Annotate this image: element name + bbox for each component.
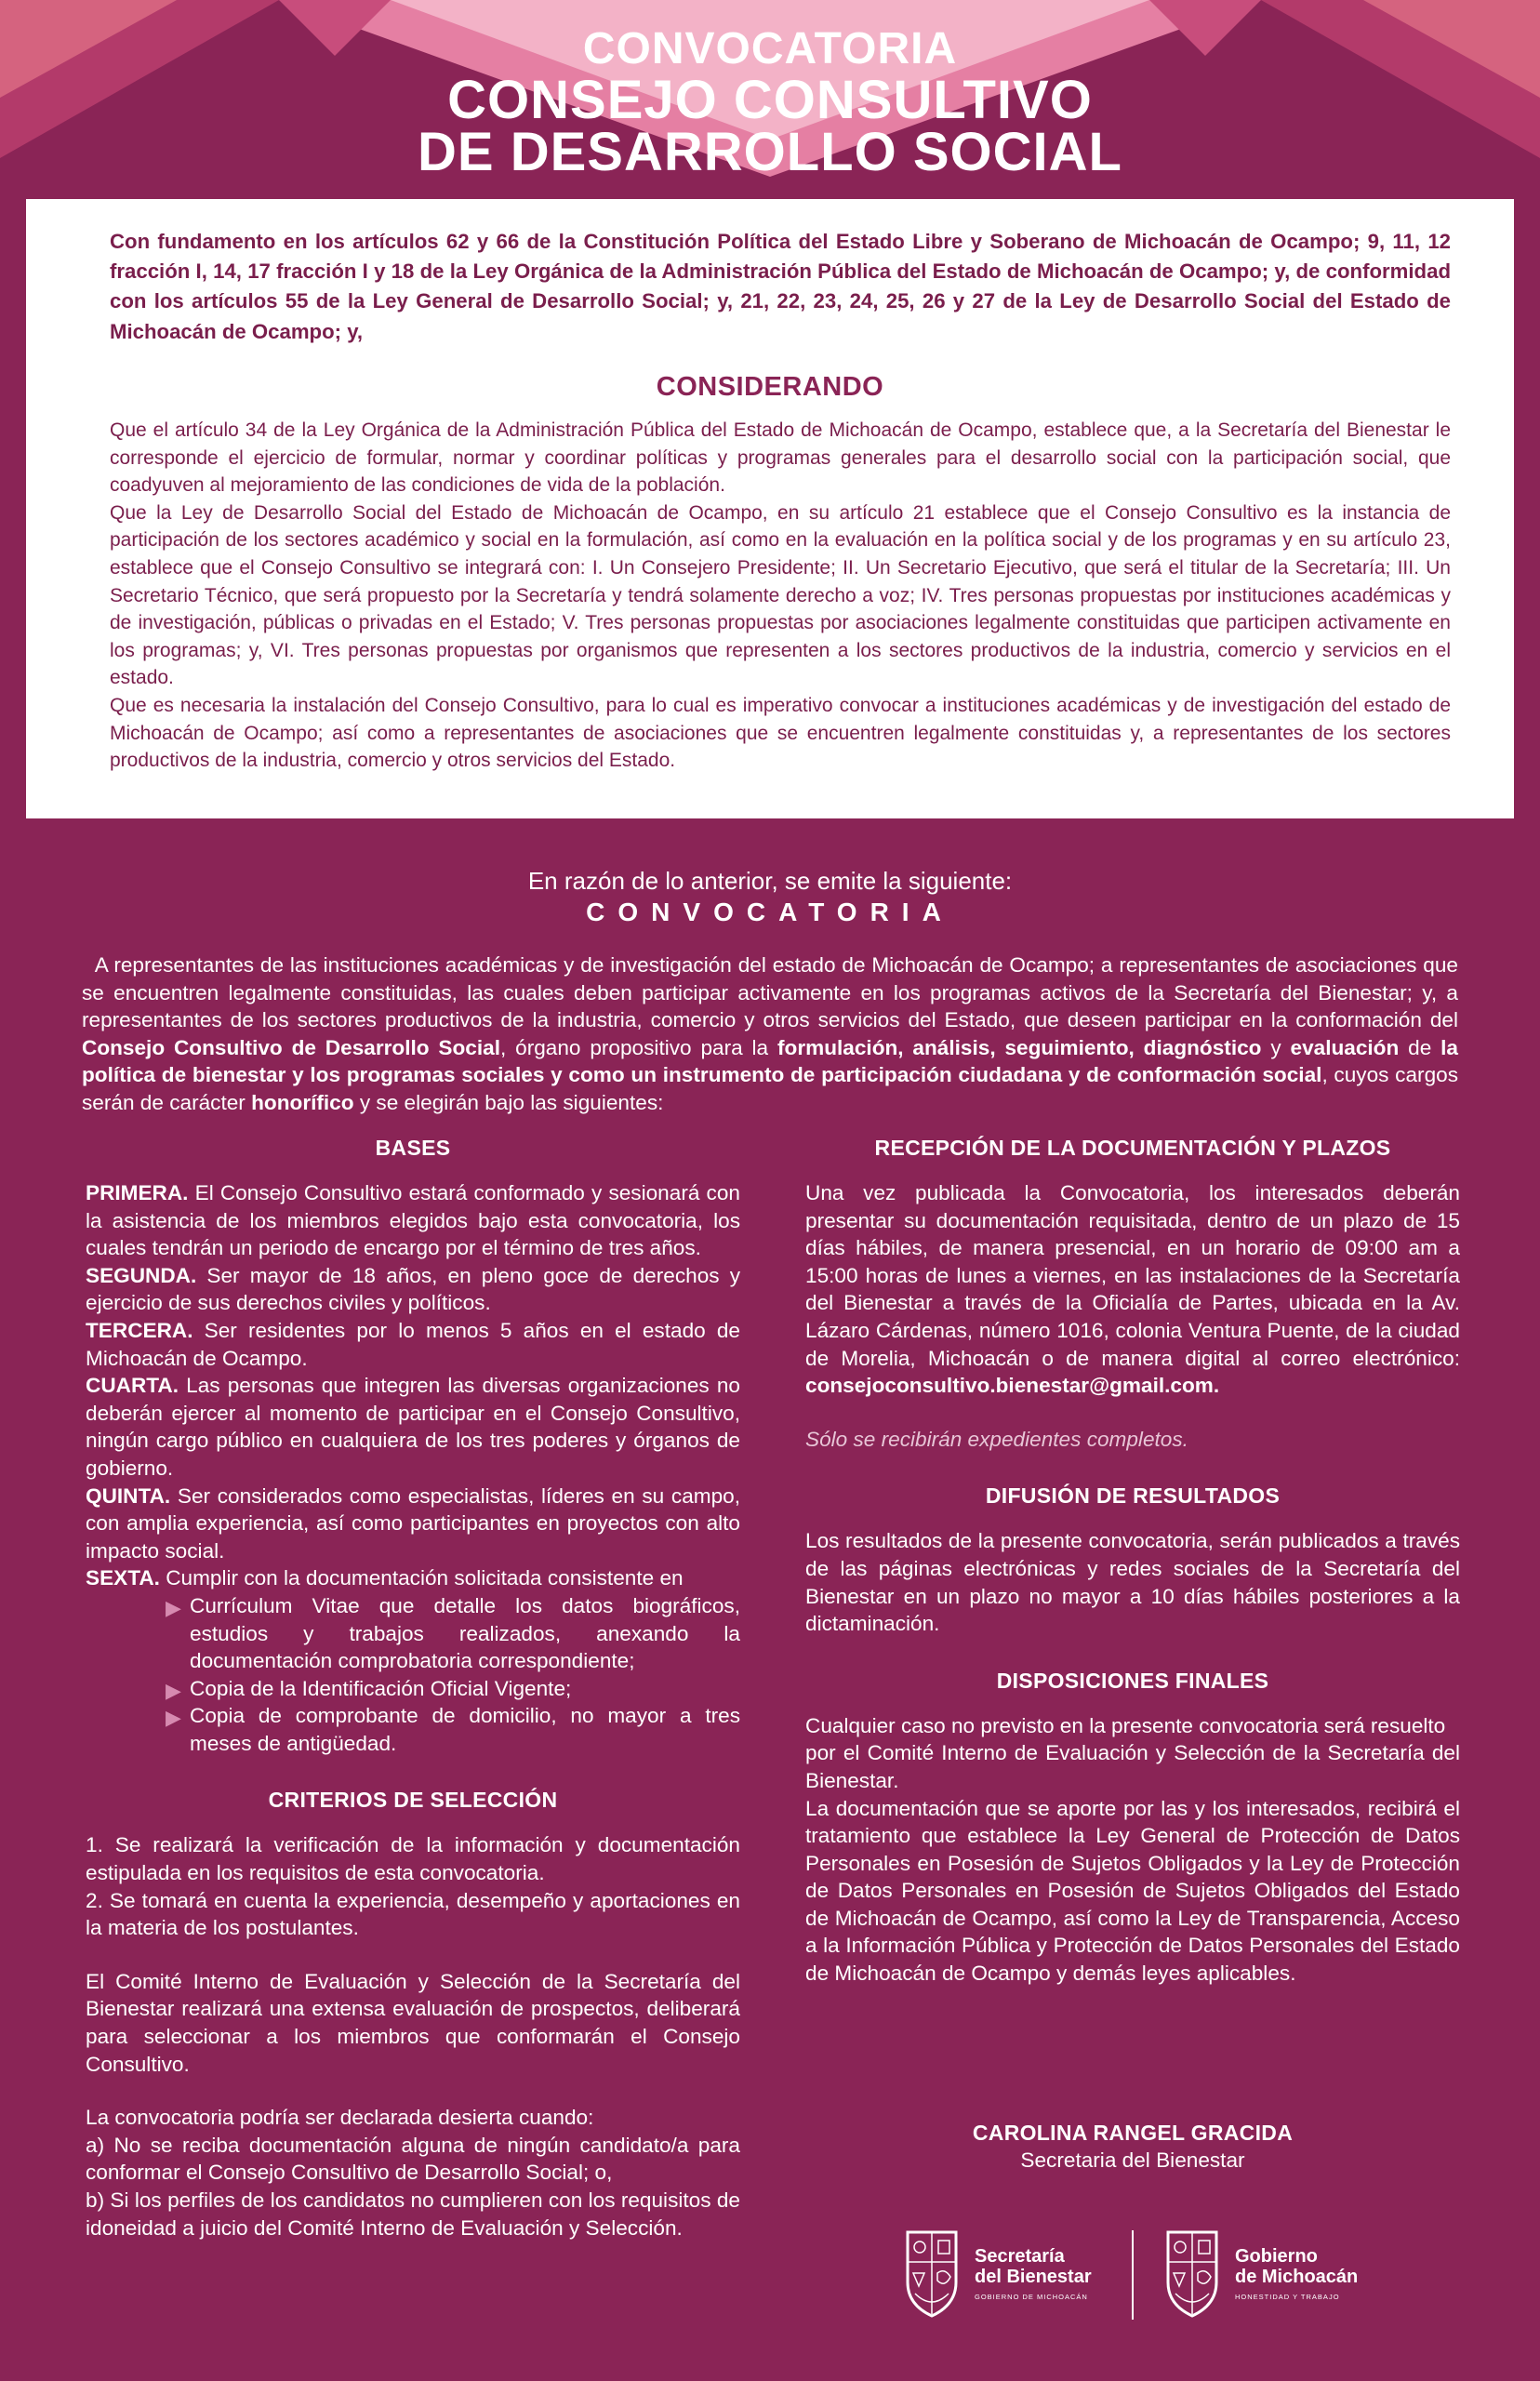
state-shield-icon <box>1162 2225 1222 2321</box>
base-label: CUARTA. <box>86 1374 179 1398</box>
legal-foundation-text: Con fundamento en los artículos 62 y 66 de la Constitución Política del Estado Libre y Soberano de Michoacán de Ocampo; 9, 11, 12 fracción I, 14, 17 fracción I y 18 de la Ley Orgánica de la Administración Pública del Estado de Michoacán de Ocampo; y, de conformidad con los artículos 55 de la Ley General de Desarrollo Social; y, 21, 22, 23, 24, 25, 26 y 27 de la Ley de Desarrollo Social del Estado de Michoacán de Ocampo; y, <box>110 230 1451 343</box>
michoacan-logo-text <box>1235 2246 1358 2301</box>
requirement-item <box>86 1592 740 1675</box>
base-label: TERCERA. <box>86 1318 193 1342</box>
considerando-heading: CONSIDERANDO <box>656 372 884 402</box>
secretaria-bienestar-logo <box>902 2225 1092 2321</box>
base-text: Ser considerados como especialistas, líderes en su campo, con amplia experiencia, así como participantes en proyectos con alto impacto social. <box>86 1483 740 1563</box>
difusion-text: Los resultados de la presente convocatoria, serán publicados a través de las páginas electrónicas y redes sociales de la Secretaría del Bienestar en un plazo no mayor a 10 días hábiles posteriores a la dictaminación. <box>805 1529 1460 1636</box>
base-label: SEGUNDA. <box>86 1263 197 1287</box>
considerando-paragraph-1: Que el artículo 34 de la Ley Orgánica de la Administración Pública del Estado de Michoacán de Ocampo, establece que, a la Secretaría del Bienestar le corresponde el ejercicio de formular, normar y coordinar políticas y programas generales para el desarrollo social con la participación social, que coadyuven al mejoramiento de las condiciones de vida de la población. <box>110 419 1451 497</box>
desierta-intro: La convocatoria podría ser declarada desierta cuando: <box>86 2106 594 2130</box>
base-text: Ser mayor de 18 años, en pleno goce de derechos y ejercicio de sus derechos civiles y políticos. <box>86 1263 740 1315</box>
requirement-item <box>86 1675 740 1703</box>
body-bold: Consejo Consultivo de Desarrollo Social <box>82 1035 500 1059</box>
resolution-line-1: En razón de lo anterior, se emite la siguiente: <box>527 867 1013 895</box>
preamble-card <box>26 199 1514 818</box>
recepcion-body: Una vez publicada la Convocatoria, los interesados deberán presentar su documentación requisitada, dentro de un plazo de 15 días hábiles, de manera presencial, en un horario de 09:00 am a 15:00 horas de lunes a viernes, en las instalaciones de la Secretaría del Bienestar a través de la Oficialía de Partes, ubicada en la Av. Lázaro Cárdenas, número 1016, colonia Ventura Puente, de la ciudad de Morelia, Michoacán o de manera digital al correo electrónico: <box>805 1181 1460 1370</box>
criterio-2: 2. Se tomará en cuenta la experiencia, desempeño y aportaciones en la materia de los postulantes. <box>86 1888 740 1940</box>
base-cuarta <box>86 1372 740 1482</box>
base-text: Las personas que integren las diversas organizaciones no deberán ejercer al momento de participar en el Consejo Consultivo, ningún cargo público en cualquiera de los tres poderes y órganos de gobierno. <box>86 1374 740 1480</box>
complete-files-note: Sólo se recibirán expedientes completos. <box>805 1427 1188 1451</box>
base-tercera <box>86 1317 740 1372</box>
base-primera <box>86 1179 740 1262</box>
requirement-item <box>86 1702 740 1757</box>
signature-block <box>805 2119 1460 2175</box>
body-span: y se elegirán bajo las siguientes: <box>353 1090 664 1114</box>
recepcion-heading: RECEPCIÓN DE LA DOCUMENTACIÓN Y PLAZOS <box>874 1136 1391 1160</box>
header-banner <box>0 0 1540 205</box>
body-bold: la política de bienestar y los programas sociales y como un instrumento de participación ciudadana y de conformación social <box>82 1035 1458 1086</box>
comite-text: El Comité Interno de Evaluación y Selección de la Secretaría del Bienestar realizará una extensa evaluación de prospectos, deliberará para seleccionar a los miembros que conformarán el Consejo Consultivo. <box>86 1969 740 2076</box>
disposiciones-text: La documentación que se aporte por las y los interesados, recibirá el tratamiento que establece la Ley General de Protección de Datos Personales en Posesión de Sujetos Obligados y la Ley de Protección de Datos Personales en Posesión de Sujetos Obligados del Estado de Michoacán de Ocampo, así como la Ley de Transparencia, Acceso a la Información Pública y Protección de Datos Personales del Estado de Michoacán de Ocampo y demás leyes aplicables. <box>805 1796 1460 1986</box>
state-shield-icon <box>902 2225 962 2321</box>
base-text: Cumplir con la documentación solicitada consistente en <box>159 1566 684 1590</box>
base-text: El Consejo Consultivo estará conformado y sesionará con la asistencia de los miembros elegidos bajo esta convocatoria, los cuales tendrán un periodo de encargo por el término de tres años. <box>86 1181 740 1260</box>
body-bold: honorífico <box>251 1090 354 1114</box>
disposiciones-line-1: Cualquier caso no previsto en la presente convocatoria será resuelto <box>805 1713 1446 1737</box>
body-span: A representantes de las instituciones académicas y de investigación del estado de Michoacán de Ocampo; a representantes de asociaciones que se encuentren legalmente constituidas, las cuales deben participar activamente en los programas activos de la Secretaría del Bienestar; y, a representantes de los sectores productivos de la industria, comercio y otros servicios del Estado, que deseen participar en la conformación del <box>82 953 1458 1031</box>
logo-subtitle: GOBIERNO DE MICHOACÁN <box>975 2292 1088 2301</box>
arrow-bullet-icon: ▶ <box>166 1678 181 1702</box>
logo-line-2: de Michoacán <box>1235 2266 1359 2287</box>
body-span: de <box>1399 1035 1441 1059</box>
requirement-text: Currículum Vitae que detalle los datos biográficos, estudios y trabajos realizados, anexando la documentación comprobatoria correspondiente; <box>190 1593 740 1673</box>
criterio-1: 1. Se realizará la verificación de la información y documentación estipulada en los requisitos de esta convocatoria. <box>86 1833 740 1885</box>
bases-heading: BASES <box>375 1136 451 1160</box>
title-line-3: DE DESARROLLO SOCIAL <box>418 122 1122 182</box>
page-title <box>0 24 1540 182</box>
considerando-paragraph-3: Que es necesaria la instalación del Consejo Consultivo, para lo cual es imperativo convocar a instituciones académicas y de investigación del estado de Michoacán de Ocampo; así como a representantes de asociaciones que se encuentren legalmente constituidas y, a representantes de los sectores productivos de la industria, comercio y otros servicios del Estado. <box>110 694 1451 772</box>
right-column <box>805 1131 1460 1988</box>
resolution-heading <box>0 865 1540 928</box>
base-segunda <box>86 1262 740 1317</box>
logo-subtitle: HONESTIDAD Y TRABAJO <box>1235 2292 1340 2301</box>
base-label: PRIMERA. <box>86 1181 189 1204</box>
convocatoria-body-text <box>82 951 1458 1116</box>
criterios-heading: CRITERIOS DE SELECCIÓN <box>268 1788 558 1813</box>
logo-line-2: del Bienestar <box>975 2266 1092 2287</box>
requirement-text: Copia de la Identificación Oficial Vigente; <box>190 1676 572 1700</box>
arrow-bullet-icon: ▶ <box>166 1595 181 1619</box>
requirement-text: Copia de comprobante de domicilio, no mayor a tres meses de antigüedad. <box>190 1704 740 1755</box>
base-text: Ser residentes por lo menos 5 años en el estado de Michoacán de Ocampo. <box>86 1318 740 1370</box>
desierta-a: a) No se reciba documentación alguna de ningún candidato/a para conformar el Consejo Consultivo de Desarrollo Social; o, <box>86 2133 740 2185</box>
recepcion-text <box>805 1179 1460 1400</box>
body-span: y <box>1261 1035 1291 1059</box>
base-label: SEXTA. <box>86 1566 160 1590</box>
logo-line-1: Secretaría <box>975 2245 1065 2267</box>
body-span: , órgano propositivo para la <box>499 1035 777 1059</box>
considerando-paragraph-2: Que la Ley de Desarrollo Social del Estado de Michoacán de Ocampo, en su artículo 21 establece que el Consejo Consultivo es la instancia de participación de los sectores académico y social en la formulación, así como en la evaluación en la política social y de los programas y en su artículo 23, establece que el Consejo Consultivo se integrará con: I. Un Consejero Presidente; II. Un Secretario Ejecutivo, que será el titular de la Secretaría; III. Un Secretario Técnico, que será propuesto por la Secretaría y tendrá solamente derecho a voz; IV. Tres personas propuestas por instituciones académicas y de investigación, públicas o privadas en el Estado; V. Tres personas propuestas por asociaciones legalmente constituidas que participen activamente en los programas; y, VI. Tres personas propuestas por organismos que representen a los sectores productivos de la industria, comercio y servicios en el estado. <box>110 501 1451 689</box>
logo-line-1: Gobierno <box>1235 2245 1318 2267</box>
convocatoria-spaced-heading: CONVOCATORIA <box>586 898 954 926</box>
body-bold: evaluación <box>1290 1035 1400 1059</box>
difusion-heading: DIFUSIÓN DE RESULTADOS <box>985 1483 1281 1509</box>
bienestar-logo-text <box>975 2246 1092 2301</box>
disposiciones-line-2: por el Comité Interno de Evaluación y Selección de la Secretaría del Bienestar. <box>805 1741 1460 1792</box>
arrow-bullet-icon: ▶ <box>166 1706 181 1730</box>
signatory-name: CAROLINA RANGEL GRACIDA <box>972 2121 1294 2145</box>
base-sexta <box>86 1564 740 1592</box>
title-line-2: CONSEJO CONSULTIVO <box>447 70 1093 130</box>
body-span: , cuyos cargos serán de carácter <box>82 1063 1458 1114</box>
logo-divider <box>1132 2230 1134 2320</box>
considerando-text <box>110 417 1451 775</box>
body-bold: formulación, análisis, seguimiento, diagnóstico <box>777 1035 1262 1059</box>
contact-email-link[interactable]: consejoconsultivo.bienestar@gmail.com. <box>805 1374 1220 1398</box>
gobierno-michoacan-logo <box>1162 2225 1358 2321</box>
signatory-role: Secretaria del Bienestar <box>1020 2148 1245 2172</box>
disposiciones-heading: DISPOSICIONES FINALES <box>996 1668 1269 1693</box>
base-quinta <box>86 1483 740 1565</box>
title-line-1: CONVOCATORIA <box>582 24 958 73</box>
left-column <box>86 1131 740 2241</box>
desierta-b: b) Si los perfiles de los candidatos no cumplieren con los requisitos de idoneidad a juicio del Comité Interno de Evaluación y Selección. <box>86 2188 740 2240</box>
base-label: QUINTA. <box>86 1483 171 1508</box>
